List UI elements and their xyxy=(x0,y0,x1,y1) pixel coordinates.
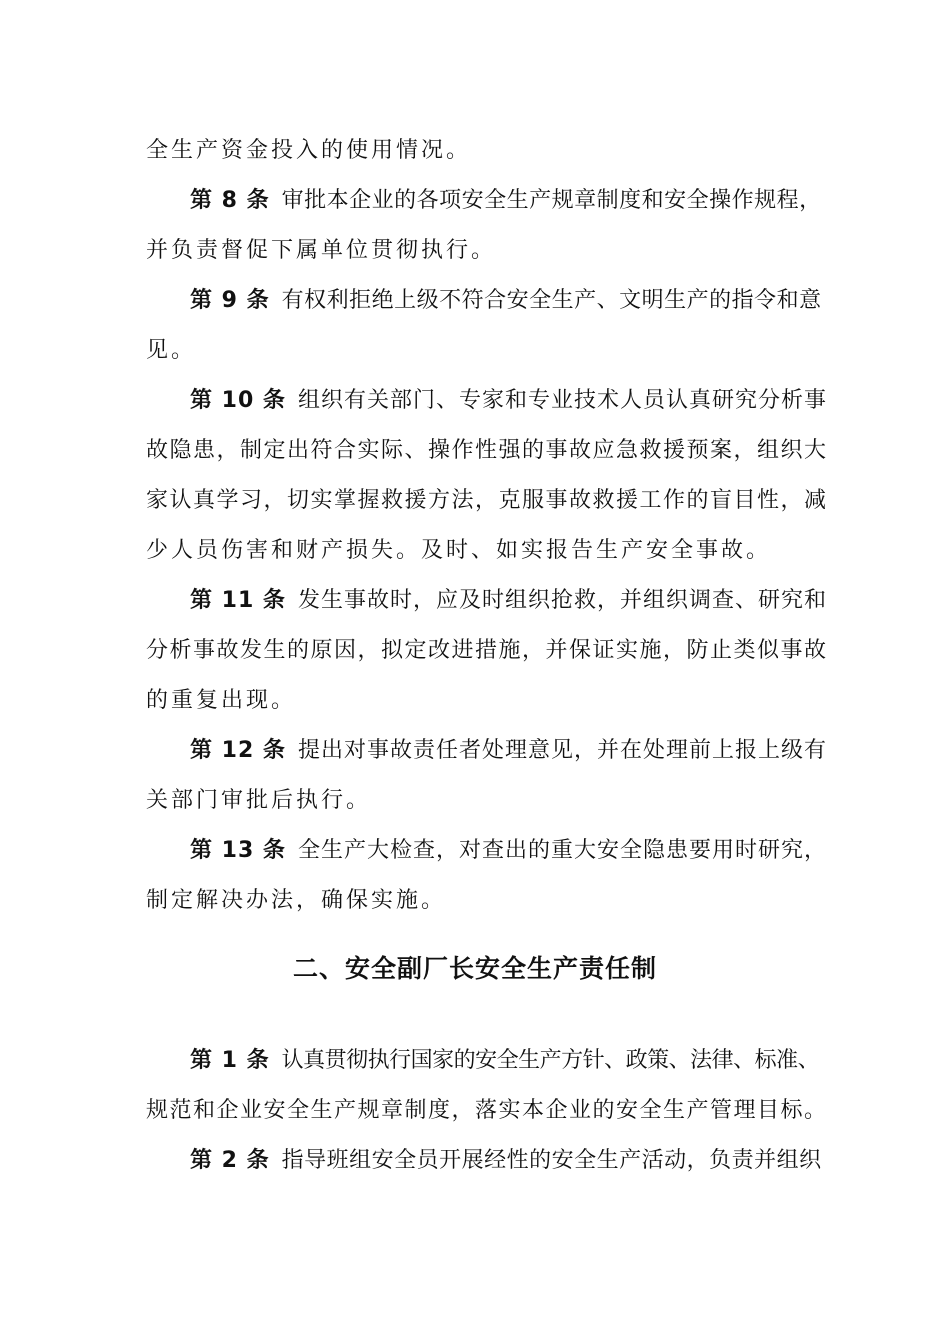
article-label: 第 8 条 xyxy=(190,188,270,213)
section-heading: 二、安全副厂长安全生产责任制 xyxy=(292,954,657,983)
article-8: 第 8 条 审批本企业的各项安全生产规章制度和安全操作规程， xyxy=(190,188,822,213)
paragraph-continuation: 全生产资金投入的使用情况。 xyxy=(146,138,472,163)
article-label: 第 2 条 xyxy=(190,1148,270,1173)
section2-article-2: 第 2 条 指导班组安全员开展经性的安全生产活动，负责并组织 xyxy=(190,1148,822,1173)
article-10-line-4: 少人员伤害和财产损失。及时、如实报告生产安全事故。 xyxy=(146,538,772,563)
article-9-line-2: 见。 xyxy=(146,338,197,363)
article-11-line-2: 分析事故发生的原因，拟定改进措施，并保证实施，防止类似事故 xyxy=(146,638,828,663)
article-label: 第 10 条 xyxy=(190,388,286,413)
article-10-line-2: 故隐患，制定出符合实际、操作性强的事故应急救援预案，组织大 xyxy=(146,438,828,463)
article-label: 第 12 条 xyxy=(190,738,286,763)
article-label: 第 9 条 xyxy=(190,288,270,313)
article-12: 第 12 条 提出对事故责任者处理意见，并在处理前上报上级有 xyxy=(190,738,827,763)
article-9: 第 9 条 有权利拒绝上级不符合安全生产、文明生产的指令和意 xyxy=(190,288,822,313)
article-11: 第 11 条 发生事故时，应及时组织抢救，并组织调查、研究和 xyxy=(190,588,827,613)
article-label: 第 1 条 xyxy=(190,1048,270,1073)
article-13-line-2: 制定解决办法，确保实施。 xyxy=(146,888,447,913)
article-label: 第 11 条 xyxy=(190,588,286,613)
article-10: 第 10 条 组织有关部门、专家和专业技术人员认真研究分析事 xyxy=(190,388,827,413)
section2-article-1: 第 1 条 认真贯彻执行国家的安全生产方针、政策、法律、标准、 xyxy=(190,1048,820,1073)
article-label: 第 13 条 xyxy=(190,838,286,863)
article-10-line-3: 家认真学习，切实掌握救援方法，克服事故救援工作的盲目性，减 xyxy=(146,488,828,513)
article-8-line-2: 并负责督促下属单位贯彻执行。 xyxy=(146,238,497,263)
article-11-line-3: 的重复出现。 xyxy=(146,688,297,713)
article-13: 第 13 条 全生产大检查，对查出的重大安全隐患要用时研究， xyxy=(190,838,827,863)
article-12-line-2: 关部门审批后执行。 xyxy=(146,788,372,813)
section2-article-1-line-2: 规范和企业安全生产规章制度，落实本企业的安全生产管理目标。 xyxy=(146,1098,828,1123)
